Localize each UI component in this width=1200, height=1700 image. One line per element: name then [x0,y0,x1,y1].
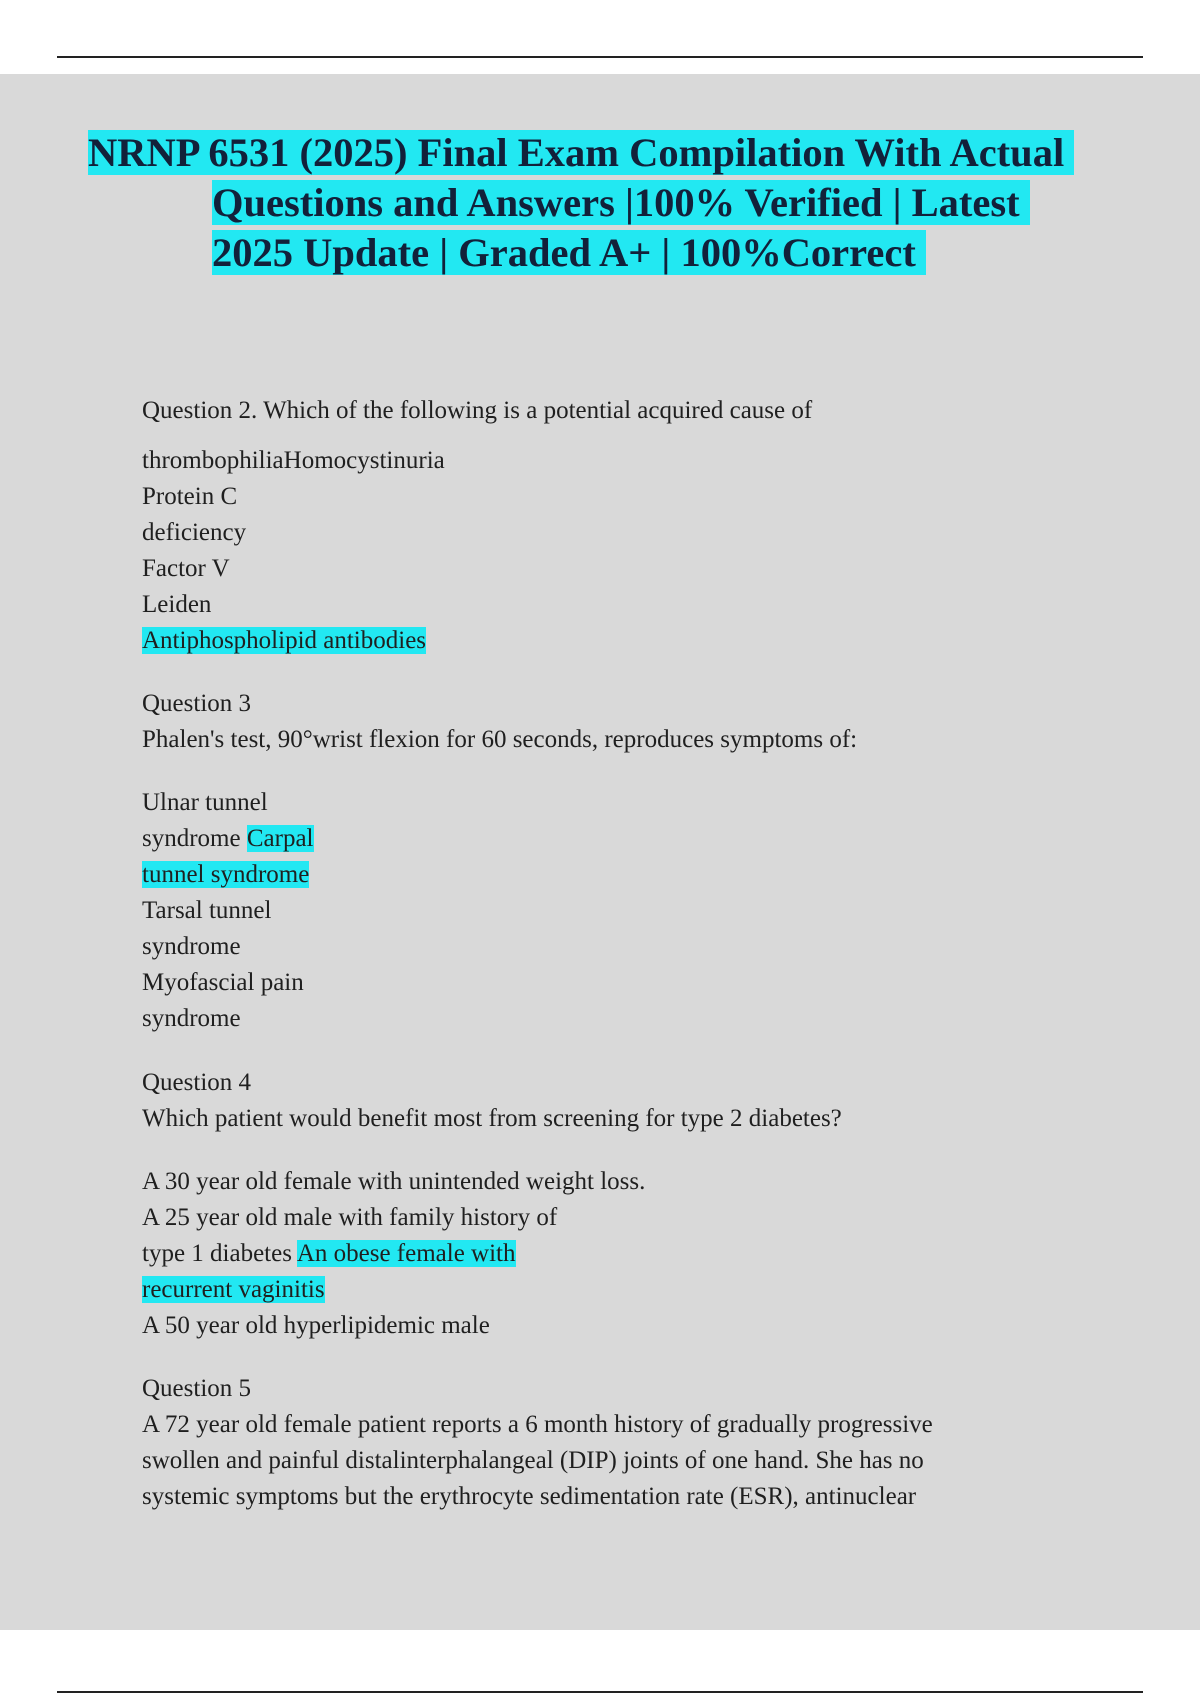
question-4-option-line: A 25 year old male with family history of [142,1204,558,1231]
question-4-option-line: A 50 year old hyperlipidemic male [142,1312,490,1339]
question-3-option-text: syndrome [142,825,247,852]
question-4-answer-part-2: recurrent vaginitis [142,1276,325,1303]
question-4-stem: Which patient would benefit most from screening for type 2 diabetes? [142,1105,842,1132]
question-3-option-line: Tarsal tunnel [142,897,272,924]
question-5-text-line: systemic symptoms but the erythrocyte sedimentation rate (ESR), antinuclear [142,1483,917,1510]
question-3-option-line: syndrome [142,1005,241,1032]
question-3-answer-part-2: tunnel syndrome [142,861,310,888]
question-2-option-line: Leiden [142,591,212,618]
title-line-3: 2025 Update | Graded A+ | 100%Correct [212,230,926,275]
question-5-text-line: A 72 year old female patient reports a 6 month history of gradually progressive [142,1411,933,1438]
question-4-heading: Question 4 [142,1069,252,1096]
title-line-2: Questions and Answers |100% Verified | Latest [212,180,1030,225]
title-line-1: NRNP 6531 (2025) Final Exam Compilation With Actual [88,130,1074,175]
question-3 [142,686,1042,1037]
question-5-text-line: swollen and painful distalinterphalangeal (DIP) joints of one hand. She has no [142,1447,924,1474]
question-4-answer-part-1: An obese female with [296,1240,516,1267]
question-2-option-line: Factor V [142,555,230,582]
question-3-answer-part-1: Carpal [246,825,314,852]
question-5 [142,1371,1042,1515]
question-2-option-line: Protein C [142,483,238,510]
question-2-option-line: thrombophiliaHomocystinuria [142,447,445,474]
question-3-heading: Question 3 [142,690,252,717]
question-4-option-line: A 30 year old female with unintended weight loss. [142,1168,646,1195]
question-3-option-line: syndrome [142,933,241,960]
question-4-option-text: type 1 diabetes [142,1240,297,1267]
header-rule [57,56,1143,58]
question-5-heading: Question 5 [142,1375,252,1402]
question-2-option-line: deficiency [142,519,247,546]
document-title [88,128,1168,278]
question-2-answer: Antiphospholipid antibodies [142,627,427,654]
question-2-stem: Question 2. Which of the following is a potential acquired cause of [142,397,813,424]
footer-rule [57,1691,1143,1693]
question-3-stem: Phalen's test, 90°wrist flexion for 60 seconds, reproduces symptoms of: [142,726,858,753]
question-3-option-line: Ulnar tunnel [142,789,268,816]
question-2 [142,393,1042,659]
question-3-option-line: Myofascial pain [142,969,304,996]
question-4 [142,1065,1042,1344]
document-body [142,393,1042,1515]
